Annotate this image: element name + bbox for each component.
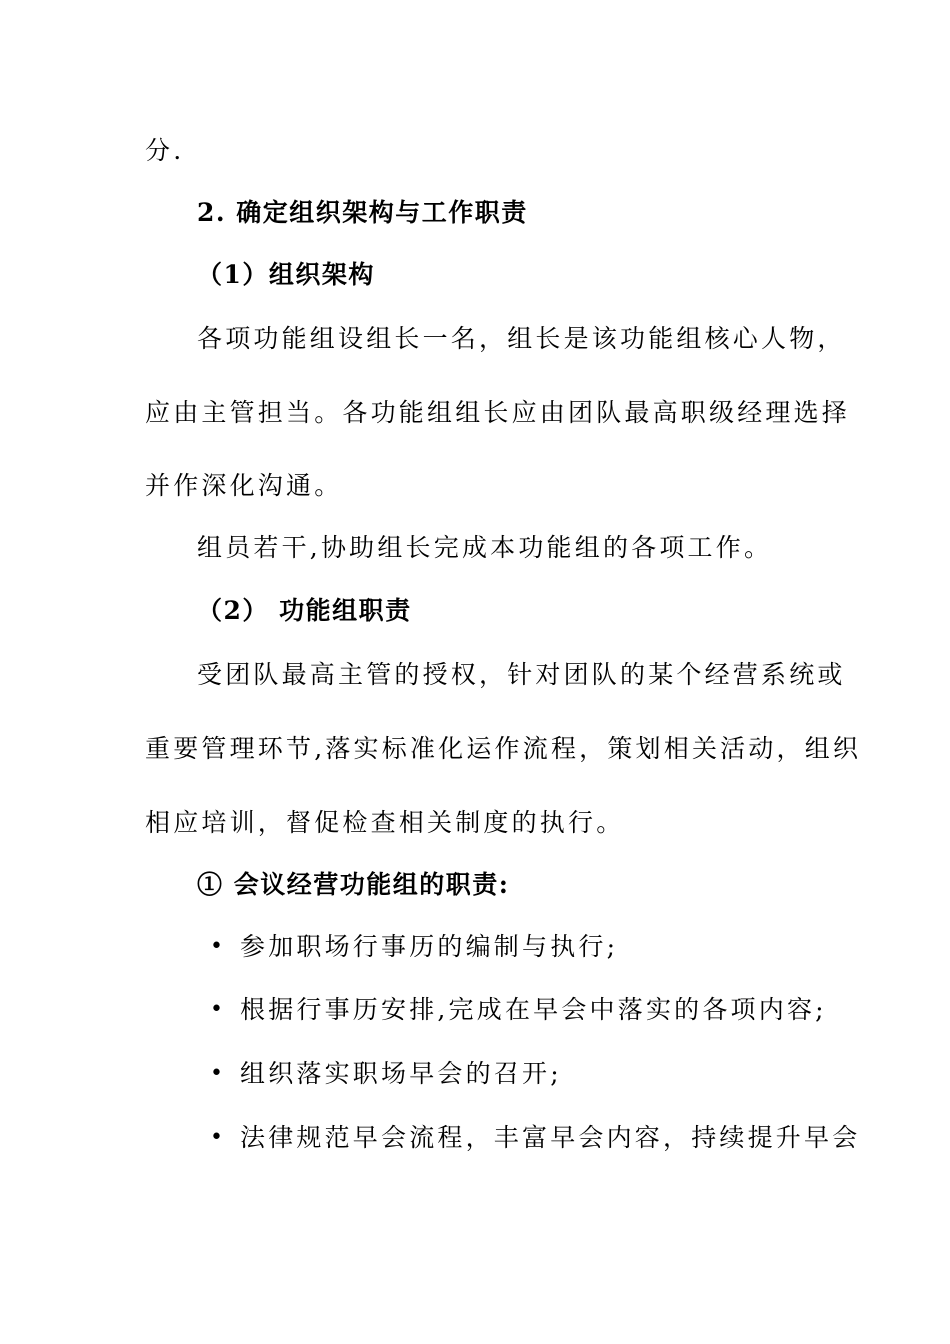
bullet-item: 参加职场行事历的编制与执行; xyxy=(240,932,619,961)
paragraph-line: 应由主管担当。各功能组组长应由团队最高职级经理选择 xyxy=(145,398,851,427)
continued-fragment: 分. xyxy=(145,136,185,165)
bullet-dot: • xyxy=(210,1125,223,1150)
bullet-dot: • xyxy=(210,1061,223,1086)
bullet-item: 法律规范早会流程，丰富早会内容，持续提升早会 xyxy=(240,1123,861,1152)
bullet-dot: • xyxy=(210,934,223,959)
paragraph-line: 相应培训，督促检查相关制度的执行。 xyxy=(145,808,625,837)
paragraph-line: 组员若干,协助组长完成本功能组的各项工作。 xyxy=(197,533,773,562)
paragraph-line: 并作深化沟通。 xyxy=(145,471,343,500)
section-heading: 2. 确定组织架构与工作职责 xyxy=(197,198,528,227)
item-heading: ① 会议经营功能组的职责: xyxy=(197,870,510,899)
paragraph-line: 受团队最高主管的授权，针对团队的某个经营系统或 xyxy=(197,660,846,689)
subsection-heading-org-structure: （1）组织架构 xyxy=(197,260,375,289)
subsection-heading-duties: （2） 功能组职责 xyxy=(197,596,412,625)
bullet-dot: • xyxy=(210,997,223,1022)
bullet-item: 根据行事历安排,完成在早会中落实的各项内容; xyxy=(240,995,827,1024)
paragraph-line: 重要管理环节,落实标准化运作流程，策划相关活动，组织 xyxy=(145,734,862,763)
bullet-item: 组织落实职场早会的召开; xyxy=(240,1059,562,1088)
paragraph-line: 各项功能组设组长一名，组长是该功能组核心人物， xyxy=(197,324,846,353)
